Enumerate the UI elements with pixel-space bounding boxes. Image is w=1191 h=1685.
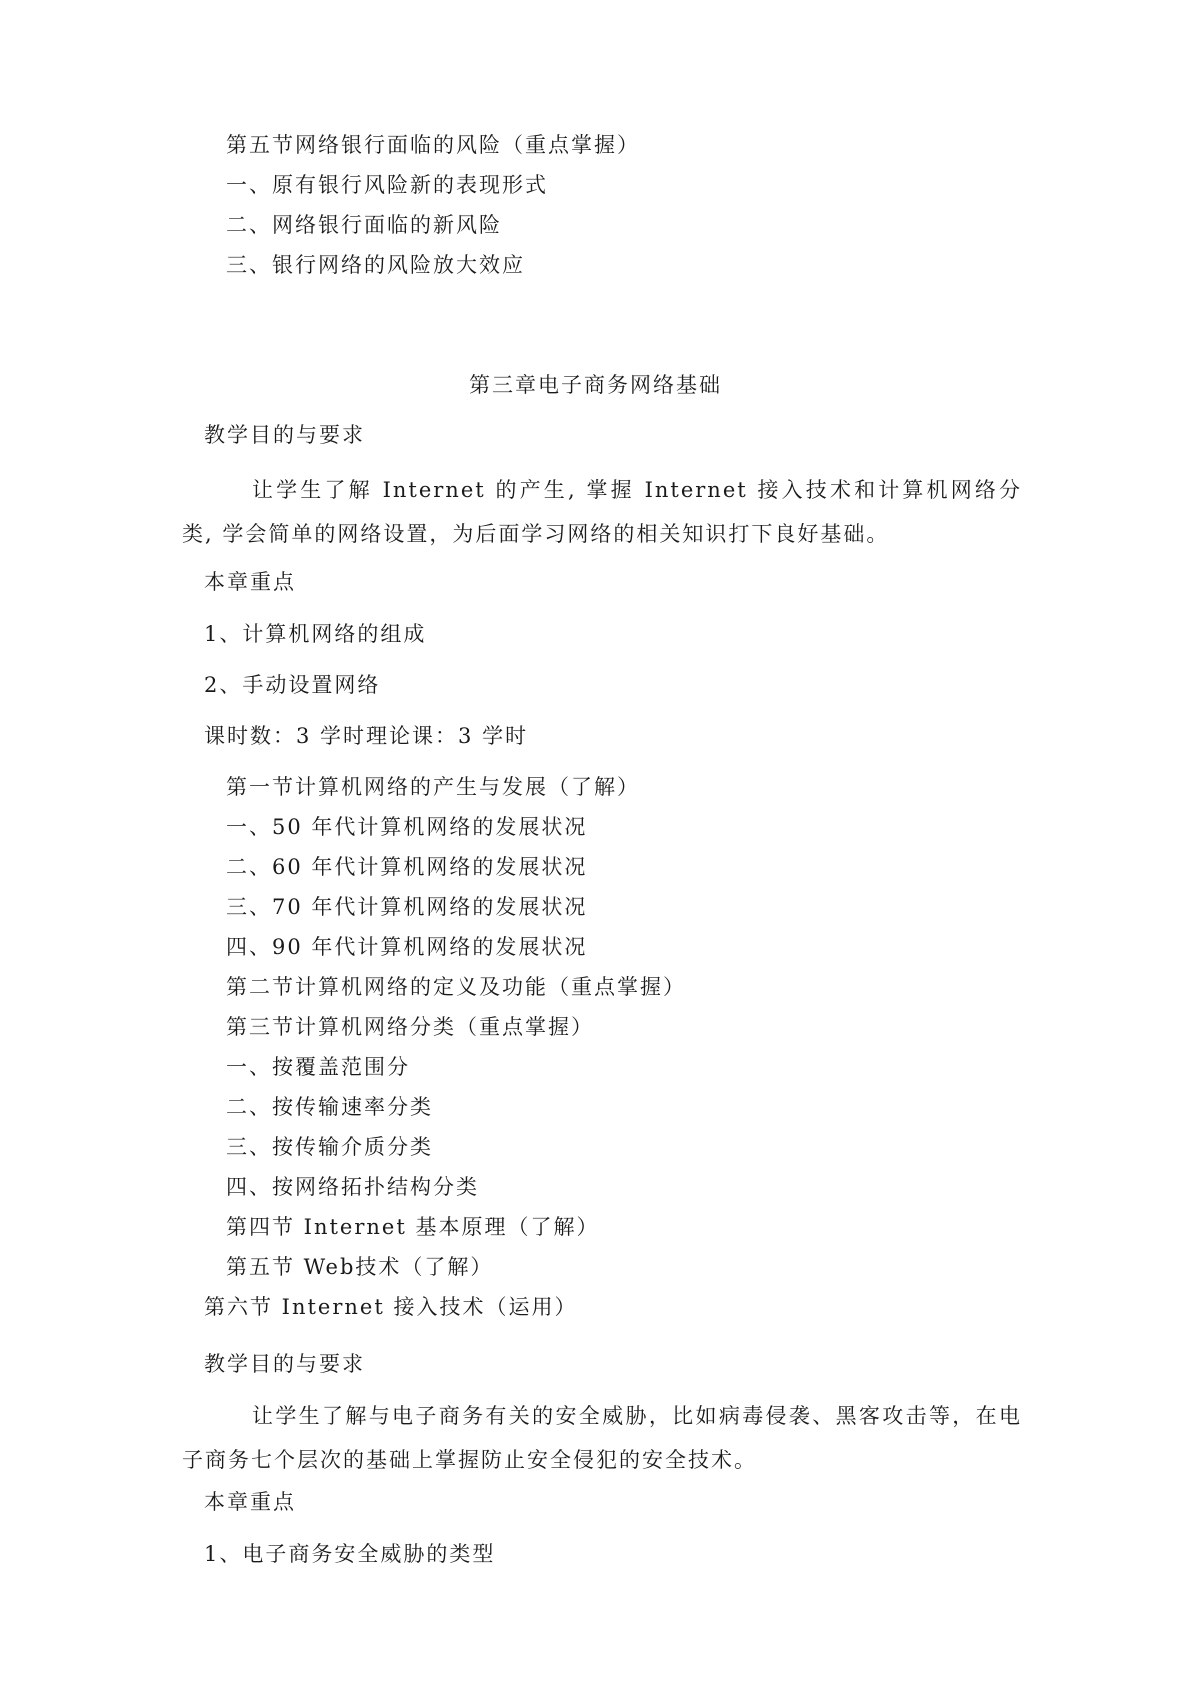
chapter-title: 第三章电子商务网络基础 <box>469 373 722 397</box>
class-hours: 课时数：3 学时理论课：3 学时 <box>204 724 529 748</box>
key-point-item: 1、计算机网络的组成 <box>204 622 427 646</box>
objective-paragraph: 让学生了解与电子商务有关的安全威胁，比如病毒侵袭、黑客攻击等，在电子商务七个层次的基础上掌握防止安全侵犯的安全技术。 <box>182 1404 1022 1472</box>
outline-item: 四、90 年代计算机网络的发展状况 <box>226 935 588 959</box>
outline-item: 第四节 Internet 基本原理（了解） <box>226 1215 600 1239</box>
outline-item: 第五节 Web技术（了解） <box>226 1255 494 1279</box>
list-item: 二、网络银行面临的新风险 <box>226 213 502 237</box>
outline-item: 二、按传输速率分类 <box>226 1095 433 1119</box>
objective-label: 教学目的与要求 <box>204 423 365 447</box>
outline-item: 第三节计算机网络分类（重点掌握） <box>226 1015 594 1039</box>
section-heading: 第五节网络银行面临的风险（重点掌握） <box>226 133 640 157</box>
outline-item: 一、50 年代计算机网络的发展状况 <box>226 815 588 839</box>
list-item: 一、原有银行风险新的表现形式 <box>226 173 548 197</box>
outline-item: 一、按覆盖范围分 <box>226 1055 410 1079</box>
key-point-item: 2、手动设置网络 <box>204 673 381 697</box>
outline-item: 四、按网络拓扑结构分类 <box>226 1175 479 1199</box>
outline-item: 三、70 年代计算机网络的发展状况 <box>226 895 588 919</box>
objective-label: 教学目的与要求 <box>204 1352 365 1376</box>
outline-item: 第六节 Internet 接入技术（运用） <box>204 1295 578 1319</box>
key-points-label: 本章重点 <box>204 1490 296 1514</box>
outline-item: 第二节计算机网络的定义及功能（重点掌握） <box>226 975 686 999</box>
key-point-item: 1、电子商务安全威胁的类型 <box>204 1542 496 1566</box>
outline-item: 第一节计算机网络的产生与发展（了解） <box>226 775 640 799</box>
objective-paragraph: 让学生了解 Internet 的产生, 掌握 Internet 接入技术和计算机网络分类, 学会简单的网络设置，为后面学习网络的相关知识打下良好基础。 <box>182 478 1022 546</box>
outline-item: 二、60 年代计算机网络的发展状况 <box>226 855 588 879</box>
outline-item: 三、按传输介质分类 <box>226 1135 433 1159</box>
list-item: 三、银行网络的风险放大效应 <box>226 253 525 277</box>
key-points-label: 本章重点 <box>204 570 296 594</box>
